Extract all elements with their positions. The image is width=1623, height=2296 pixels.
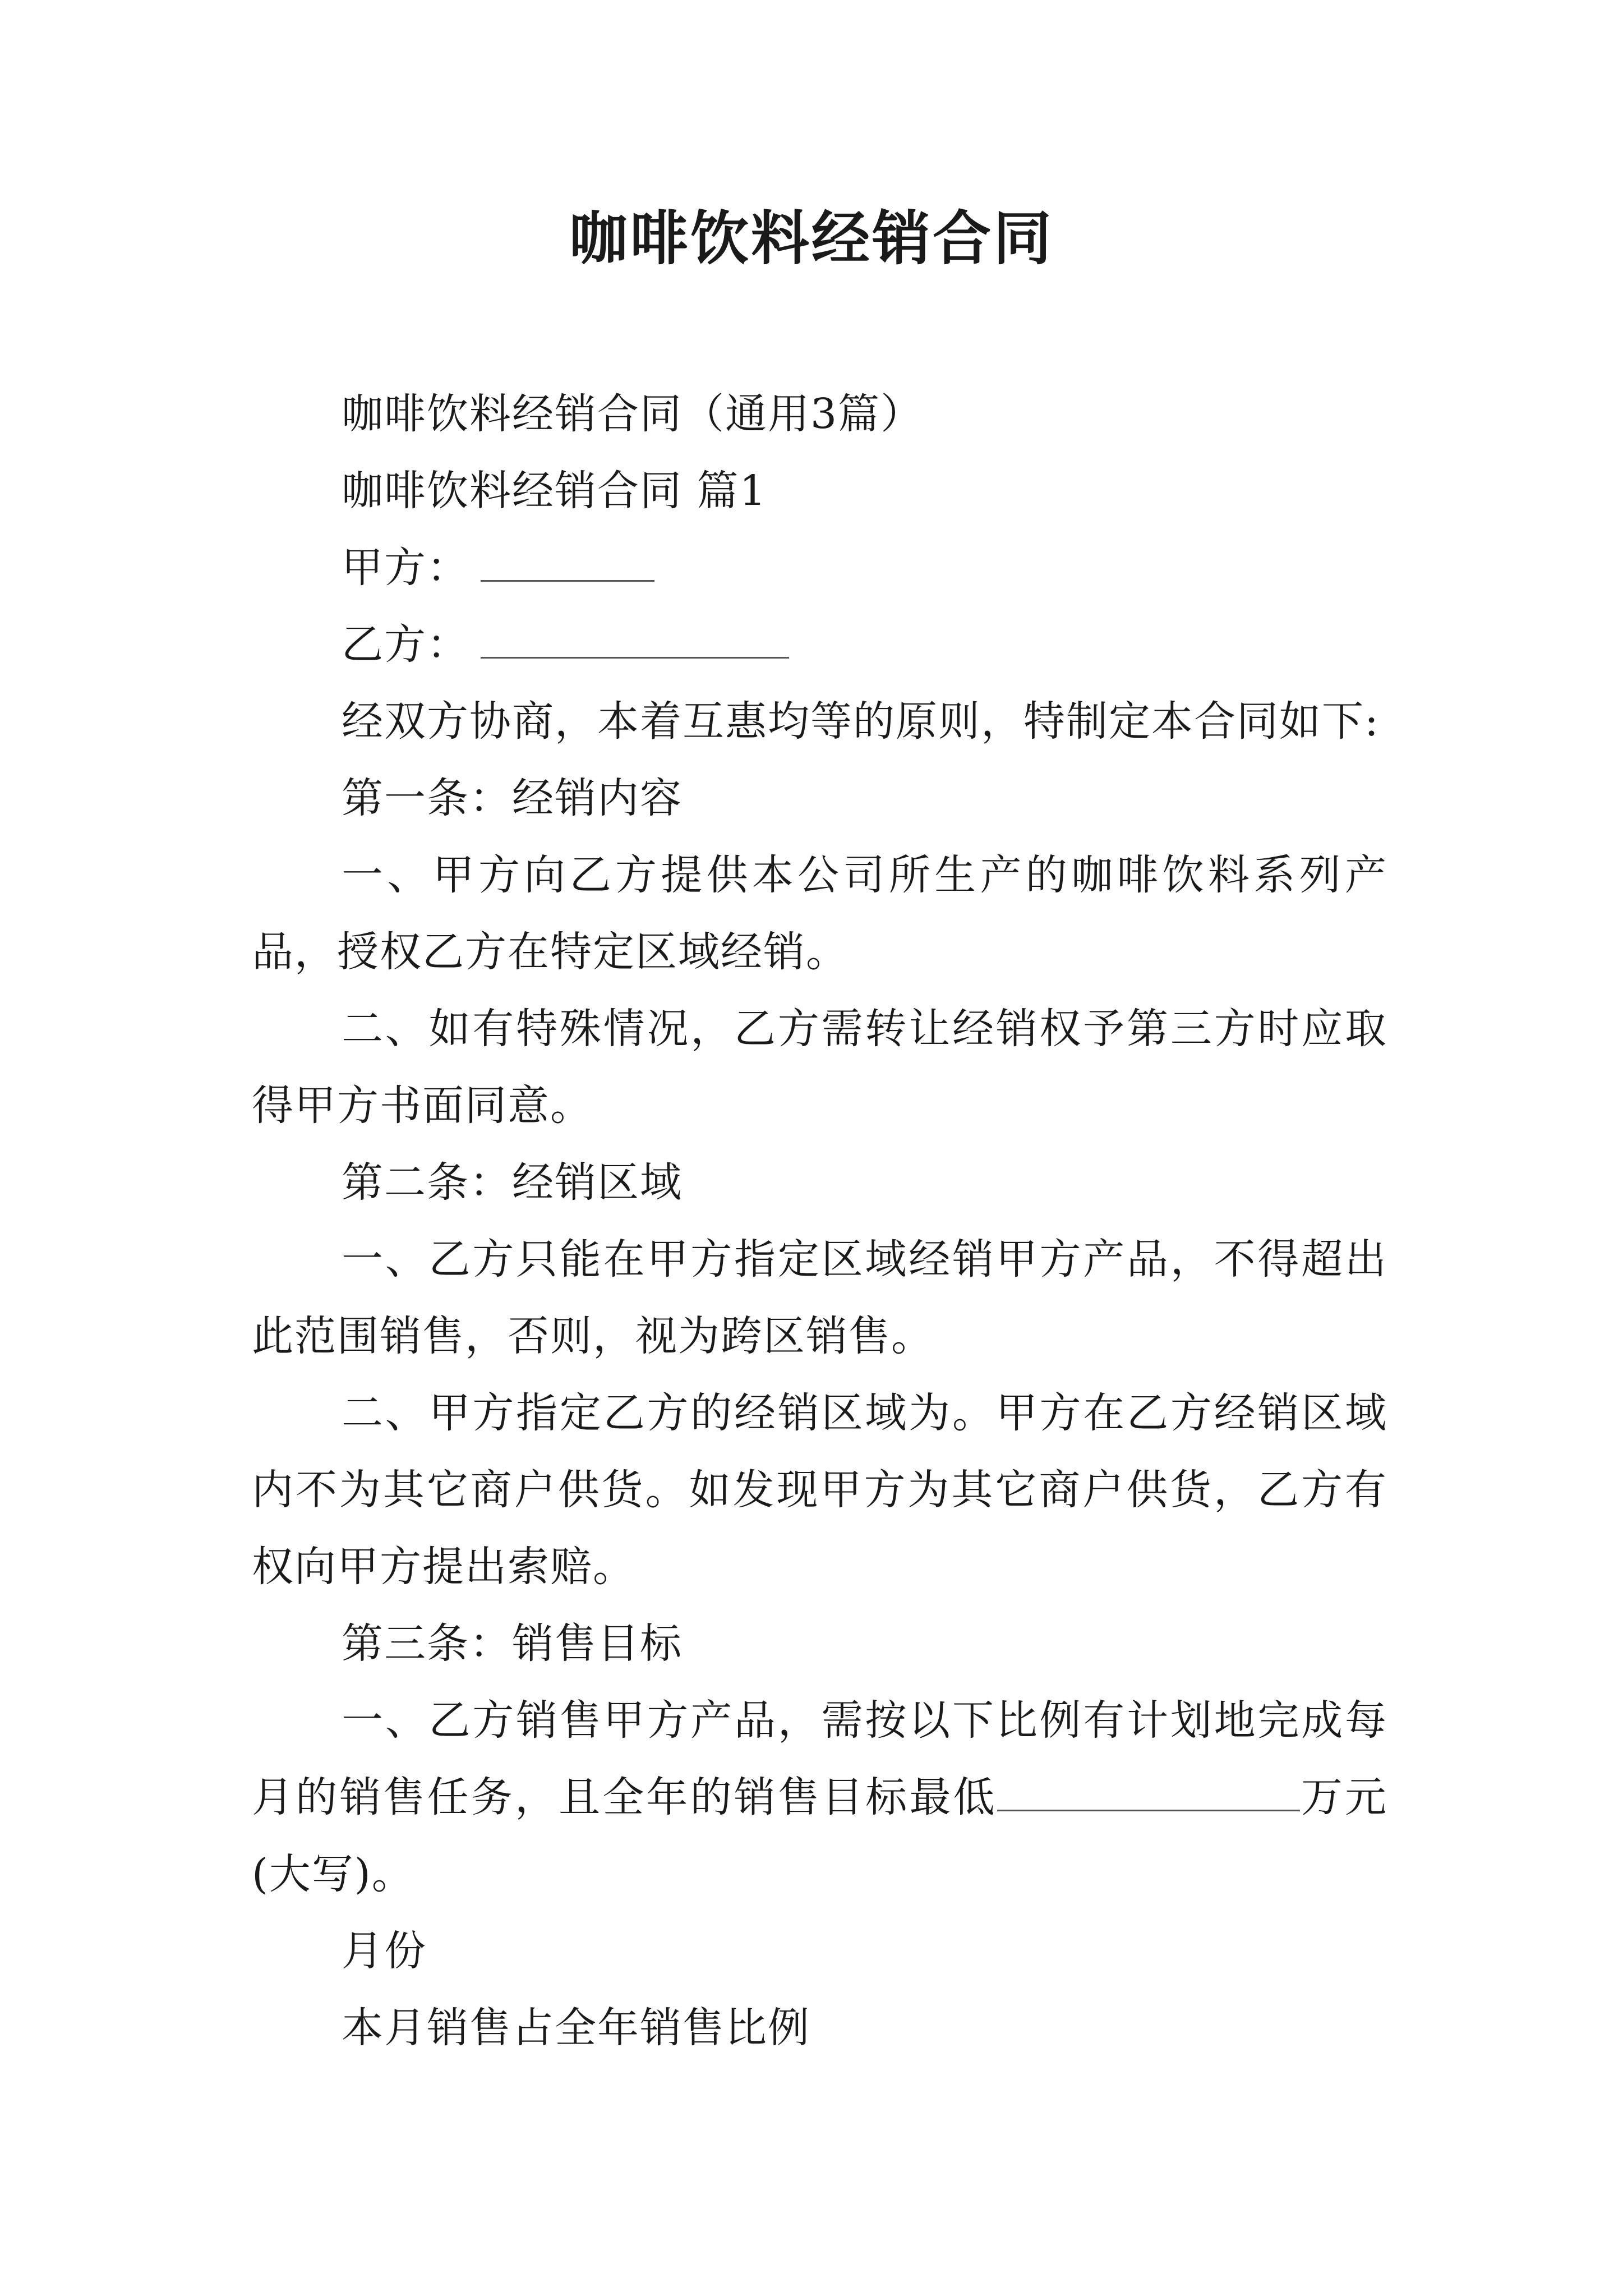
party-a-blank xyxy=(481,546,654,582)
article-3-clause-1 xyxy=(252,1682,1387,1913)
article-1-heading: 第一条：经销内容 xyxy=(342,774,683,822)
table-column-month: 月份 xyxy=(342,1927,427,1975)
sales-target-blank xyxy=(997,1776,1300,1811)
article-2-clause-1: 一、乙方只能在甲方指定区域经销甲方产品，不得超出此范围销售，否则，视为跨区销售。 xyxy=(252,1235,1387,1360)
part-heading: 咖啡饮料经销合同 篇1 xyxy=(342,467,767,515)
clause-text-after-blank: 万元(大写)。 xyxy=(252,1773,1388,1898)
document-title: 咖啡饮料经销合同 xyxy=(569,204,1054,273)
article-3-heading: 第三条：销售目标 xyxy=(342,1619,683,1668)
article-1-clause-1: 一、甲方向乙方提供本公司所生产的咖啡饮料系列产品，授权乙方在特定区域经销。 xyxy=(252,851,1387,976)
party-b-line xyxy=(252,606,1387,683)
party-b-blank xyxy=(481,623,789,659)
party-a-label: 甲方： xyxy=(342,544,469,592)
article-2-clause-2: 二、甲方指定乙方的经销区域为。甲方在乙方经销区域内不为其它商户供货。如发现甲方为其它商户供货，乙方有权向甲方提出索赔。 xyxy=(252,1389,1387,1591)
article-1-clause-2: 二、如有特殊情况，乙方需转让经销权予第三方时应取得甲方书面同意。 xyxy=(252,1005,1387,1130)
document-body xyxy=(252,376,1387,2067)
preamble: 经双方协商，本着互惠均等的原则，特制定本合同如下: xyxy=(342,697,1380,746)
clause-text-before-blank: 一、乙方销售甲方产品，需按以下比例有计划地完成每月的销售任务，且全年的销售目标最低 xyxy=(252,1696,1387,1821)
party-a-line xyxy=(252,530,1387,606)
article-2-heading: 第二条：经销区域 xyxy=(342,1158,683,1207)
document-subtitle: 咖啡饮料经销合同（通用3篇） xyxy=(342,390,924,438)
table-column-ratio: 本月销售占全年销售比例 xyxy=(342,2004,810,2052)
party-b-label: 乙方： xyxy=(342,620,469,669)
